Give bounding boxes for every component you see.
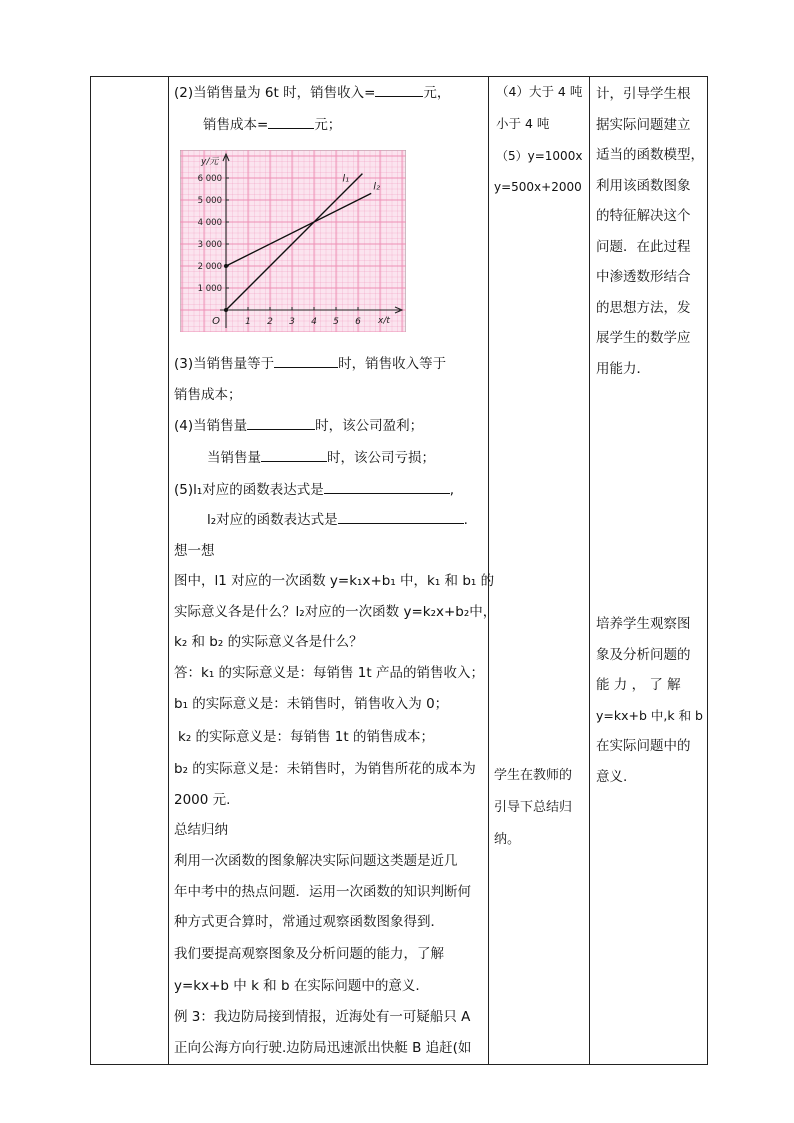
x-tick-label: 4 — [311, 317, 317, 327]
q4-line1: (4)当销售量 时，该公司盈利； — [174, 418, 424, 434]
q2-line2: 销售成本= 元； — [203, 117, 342, 133]
blank — [274, 354, 338, 368]
y-axis-label: y/元 — [201, 157, 219, 167]
guide-line2: 引导下总结归 — [494, 800, 573, 815]
answer-line2: b₁ 的实际意义是：未销售时，销售收入为 0； — [174, 696, 449, 712]
point-origin — [224, 308, 228, 312]
x-tick-label: 1 — [245, 317, 251, 327]
x-tick-label: 2 — [267, 317, 273, 327]
answer-line3: k₂ 的实际意义是：每销售 1t 的销售成本； — [178, 729, 434, 745]
summary-line1: 利用一次函数的图象解决实际问题这类题是近几 — [174, 853, 458, 869]
summary-title: 总结归纳 — [174, 822, 228, 838]
example3-line1: 例 3：我边防局接到情报，近海处有一可疑船只 A — [174, 1009, 471, 1025]
intent-line: 在实际问题中的 — [596, 738, 691, 754]
sales-chart — [180, 150, 406, 332]
series-label-2: l₂ — [373, 181, 380, 193]
intent-line: 象及分析问题的 — [596, 646, 691, 663]
intent-paragraph-2 — [596, 609, 703, 792]
intent-line: y=kx+b 中,k 和 b — [596, 707, 703, 723]
q3-line2: 销售成本； — [174, 387, 242, 403]
table-top — [90, 76, 707, 77]
table-bottom — [90, 1064, 707, 1065]
table-divider-2 — [488, 76, 489, 1065]
table-border-right — [707, 76, 708, 1065]
blank — [338, 510, 464, 524]
x-tick-label: 6 — [355, 317, 361, 327]
answer-4-line2: 小于 4 吨 — [496, 116, 550, 131]
series-label-1: l₁ — [342, 173, 350, 185]
blank — [261, 448, 327, 462]
x-tick-label: 5 — [333, 317, 339, 327]
intent-line: 能 力 ， 了 解 — [596, 677, 681, 693]
intent-paragraph-1 — [596, 79, 704, 384]
x-tick-label: 3 — [289, 317, 295, 327]
y-tick-label: 1 000 — [197, 284, 222, 294]
table-border-left — [90, 76, 91, 1065]
intent-line: 据实际问题建立 — [596, 116, 691, 133]
blank — [324, 480, 450, 494]
summary-line2: 年中考中的热点问题．运用一次函数的知识判断何 — [174, 884, 471, 900]
summary-line5: y=kx+b 中 k 和 b 在实际问题中的意义. — [174, 978, 420, 994]
y-tick-label: 3 000 — [197, 240, 222, 250]
blank — [247, 416, 315, 430]
q2-line1: (2)当销售量为 6t 时，销售收入= 元， — [174, 85, 451, 101]
summary-line3: 种方式更合算时，常通过观察函数图象得到． — [174, 914, 444, 930]
intent-line: 的思想方法，发 — [596, 299, 691, 316]
answer-line5: 2000 元. — [174, 792, 231, 808]
summary-line4: 我们要提高观察图象及分析问题的能力，了解 — [174, 946, 444, 962]
intent-line: 意义. — [596, 768, 628, 785]
y-tick-label: 5 000 — [197, 196, 222, 206]
table-divider-1 — [168, 76, 169, 1065]
think-title: 想一想 — [174, 543, 215, 559]
q5-line2: l₂对应的函数表达式是 . — [207, 512, 468, 528]
answer-5-line1: （5）y=1000x — [496, 149, 583, 163]
y-tick-label: 4 000 — [197, 218, 222, 228]
q3-line1: (3)当销售量等于 时，销售收入等于 — [174, 356, 447, 372]
y-tick-label: 6 000 — [197, 174, 222, 184]
intent-line: 展学生的数学应 — [596, 330, 691, 346]
point-intercept-l2 — [224, 264, 228, 268]
example3-line2: 正向公海方向行驶.边防局迅速派出快艇 B 追赶(如 — [174, 1040, 472, 1056]
table-divider-3 — [589, 76, 590, 1065]
x-tick-label: O — [212, 316, 220, 327]
answer-line4: b₂ 的实际意义是：未销售时，为销售所花的成本为 — [174, 761, 476, 777]
q4-line2: 当销售量 时，该公司亏损； — [207, 450, 435, 466]
x-axis-label: x/t — [378, 316, 390, 326]
intent-line: 适当的函数模型， — [596, 147, 704, 163]
answer-5-line2: y=500x+2000 — [494, 180, 582, 194]
y-tick-label: 2 000 — [197, 262, 222, 272]
answer-4-line1: （4）大于 4 吨 — [496, 84, 583, 99]
guide-line1: 学生在教师的 — [494, 768, 573, 783]
intent-line: 的特征解决这个 — [596, 208, 691, 224]
answer-line1: 答：k₁ 的实际意义是：每销售 1t 产品的销售收入； — [174, 665, 484, 681]
think-line3: k₂ 和 b₂ 的实际意义各是什么？ — [174, 634, 363, 650]
blank — [375, 83, 423, 97]
intent-line: 培养学生观察图 — [596, 616, 691, 632]
intent-line: 计，引导学生根 — [596, 86, 691, 102]
blank — [268, 115, 314, 129]
think-line2: 实际意义各是什么？l₂对应的一次函数 y=k₂x+b₂中， — [174, 604, 497, 620]
think-line1: 图中，l1 对应的一次函数 y=k₁x+b₁ 中，k₁ 和 b₁ 的 — [174, 573, 495, 589]
guide-line3: 纳。 — [494, 832, 521, 847]
q5-line1: (5)l₁对应的函数表达式是 , — [174, 482, 455, 498]
intent-line: 用能力． — [596, 360, 650, 377]
intent-line: 中渗透数形结合 — [596, 269, 691, 285]
intent-line: 问题．在此过程 — [596, 238, 691, 255]
intent-line: 利用该函数图象 — [596, 177, 691, 194]
